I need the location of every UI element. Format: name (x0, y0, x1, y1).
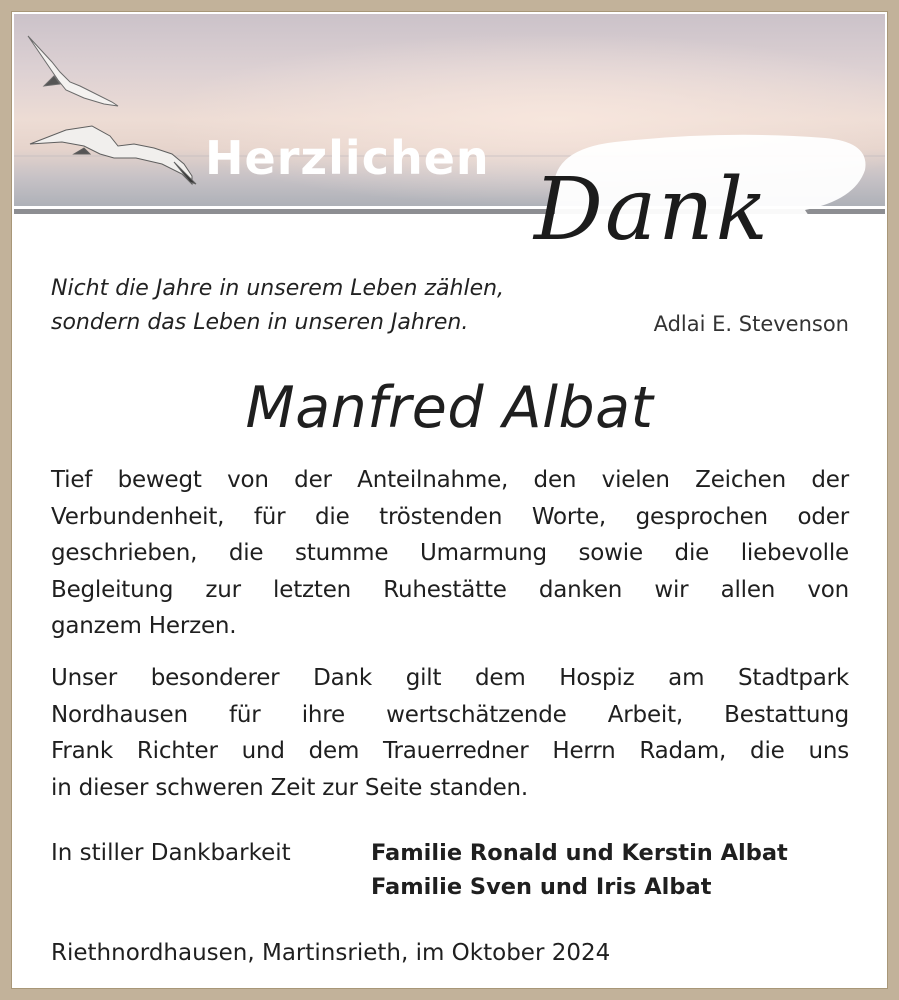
headline-dank: Dank (534, 160, 770, 260)
quote-author: Adlai E. Stevenson (653, 312, 849, 336)
paragraph-line: Tief bewegt von der Anteilnahme, den vielen Zeichen der (51, 467, 849, 493)
thanks-paragraph (51, 462, 849, 645)
signature-intro: In stiller Dankbarkeit (51, 840, 291, 866)
paragraph-line: ganzem Herzen. (51, 613, 237, 639)
paragraph-line: Begleitung zur letzten Ruhestätte danken wir allen von (51, 576, 849, 603)
paragraph-line: geschrieben, die stumme Umarmung sowie die liebevolle (51, 540, 849, 566)
special-thanks-paragraph (51, 660, 849, 806)
family-name: Familie Ronald und Kerstin Albat (371, 840, 788, 866)
headline-herzlichen: Herzlichen (205, 131, 490, 185)
paragraph-line: in dieser schweren Zeit zur Seite standen. (51, 774, 529, 801)
place-and-date: Riethnordhausen, Martinsrieth, im Oktober 2024 (51, 940, 611, 966)
quote-line: Nicht die Jahre in unserem Leben zählen, (51, 276, 505, 301)
paragraph-line: Nordhausen für ihre wertschätzende Arbeit, Bestattung (51, 701, 849, 728)
family-name: Familie Sven und Iris Albat (371, 874, 712, 900)
paragraph-line: Verbundenheit, für die tröstenden Worte, gesprochen oder (51, 503, 849, 530)
deceased-name: Manfred Albat (245, 375, 654, 441)
paragraph-line: Unser besonderer Dank gilt dem Hospiz am Stadtpark (51, 665, 849, 691)
paragraph-line: Frank Richter und dem Trauerredner Herrn Radam, die uns (51, 738, 849, 764)
quote-block (51, 272, 591, 340)
quote-line: sondern das Leben in unseren Jahren. (51, 310, 469, 335)
signature-families (371, 836, 788, 904)
